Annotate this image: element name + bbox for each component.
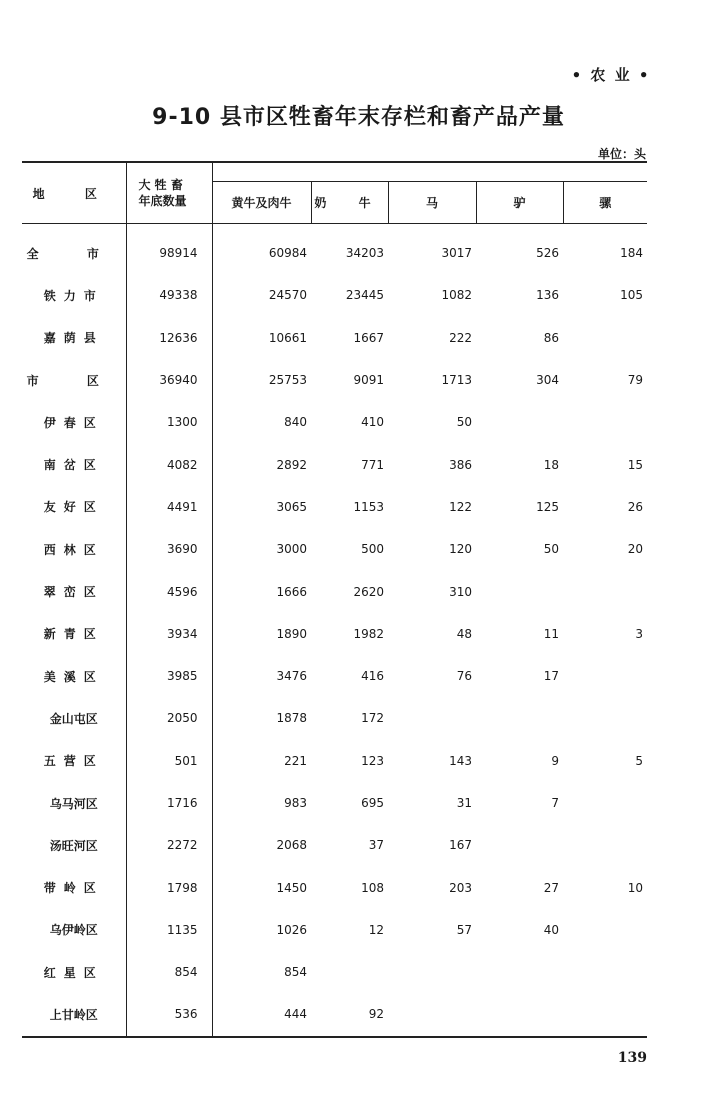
cell-total: 49338 xyxy=(126,274,212,316)
cell-beef: 3000 xyxy=(276,542,307,557)
cell-mule: 105 xyxy=(620,288,644,303)
section-tag: • 农 业 • xyxy=(571,66,651,84)
cell-mule: 15 xyxy=(627,457,644,472)
table-row xyxy=(22,401,647,443)
cell-total: 2050 xyxy=(126,697,212,739)
cell-total: 536 xyxy=(126,993,212,1036)
cell-total: 4082 xyxy=(126,443,212,485)
cell-beef: 1878 xyxy=(276,711,307,726)
cell-beef: 1026 xyxy=(276,922,307,937)
cell-dairy: 123 xyxy=(361,753,384,768)
table-row xyxy=(22,274,647,316)
cell-total: 1798 xyxy=(126,866,212,908)
cell-mule xyxy=(563,401,647,443)
cell-dairy: 34203 xyxy=(345,246,384,261)
header-total xyxy=(126,162,212,224)
cell-region: 乌伊岭区 xyxy=(22,909,126,951)
cell-donkey: 40 xyxy=(543,922,559,937)
table-row xyxy=(22,224,647,275)
page-title: 9-10 县市区牲畜年末存栏和畜产品产量 xyxy=(152,105,565,130)
cell-mule xyxy=(563,782,647,824)
cell-total: 1135 xyxy=(126,909,212,951)
cell-donkey: 18 xyxy=(543,457,559,472)
cell-horse: 386 xyxy=(449,457,472,472)
table-row xyxy=(22,317,647,359)
cell-horse: 57 xyxy=(456,922,472,937)
cell-donkey: 11 xyxy=(543,626,559,641)
header-horse: 马 xyxy=(388,182,476,224)
cell-region: 翠峦区 xyxy=(22,570,126,612)
cell-donkey xyxy=(476,570,563,612)
cell-horse: 310 xyxy=(449,584,472,599)
cell-donkey: 9 xyxy=(551,753,559,768)
cell-horse: 76 xyxy=(456,669,472,684)
cell-donkey xyxy=(476,697,563,739)
cell-dairy: 1153 xyxy=(353,499,384,514)
cell-beef: 444 xyxy=(212,993,311,1036)
cell-total: 4491 xyxy=(126,486,212,528)
cell-region: 乌马河区 xyxy=(22,782,126,824)
cell-region: 伊春区 xyxy=(22,401,126,443)
table-row xyxy=(22,570,647,612)
cell-region: 红星区 xyxy=(22,951,126,993)
cell-mule xyxy=(563,993,647,1036)
cell-total: 98914 xyxy=(126,224,212,275)
cell-dairy: 410 xyxy=(361,415,384,430)
cell-beef: 854 xyxy=(284,965,307,980)
cell-region: 汤旺河区 xyxy=(22,824,126,866)
cell-horse: 122 xyxy=(449,499,472,514)
cell-horse xyxy=(388,993,476,1036)
header-spacer xyxy=(212,162,647,182)
header-dairy: 奶 牛 xyxy=(311,182,388,224)
cell-dairy: 37 xyxy=(368,838,384,853)
cell-mule: 5 xyxy=(635,753,644,768)
header-region: 地 区 xyxy=(22,162,126,224)
cell-beef: 1890 xyxy=(276,626,307,641)
cell-dairy xyxy=(311,951,388,993)
livestock-table-container xyxy=(22,161,647,1038)
cell-beef: 2892 xyxy=(276,457,307,472)
header-total-line1: 大 牲 畜 xyxy=(138,178,183,192)
cell-mule xyxy=(563,697,647,739)
cell-beef: 3065 xyxy=(276,499,307,514)
table-row xyxy=(22,782,647,824)
cell-dairy: 1982 xyxy=(353,626,384,641)
cell-total: 1716 xyxy=(126,782,212,824)
cell-region: 嘉荫县 xyxy=(22,317,126,359)
table-row xyxy=(22,909,647,951)
table-row xyxy=(22,866,647,908)
cell-horse: 31 xyxy=(456,796,472,810)
cell-donkey: 86 xyxy=(543,330,559,345)
unit-label: 单位：头 xyxy=(597,147,646,161)
table-row xyxy=(22,528,647,570)
cell-mule: 184 xyxy=(620,246,644,261)
cell-dairy: 108 xyxy=(361,880,384,895)
cell-donkey: 7 xyxy=(551,796,559,810)
cell-region: 五营区 xyxy=(22,740,126,782)
cell-dairy: 1667 xyxy=(353,330,384,345)
cell-mule xyxy=(563,951,647,993)
cell-beef: 10661 xyxy=(268,330,307,345)
table-row xyxy=(22,486,647,528)
cell-horse xyxy=(388,951,476,993)
cell-mule xyxy=(563,909,647,951)
cell-dairy: 2620 xyxy=(353,584,384,599)
cell-horse: 167 xyxy=(449,838,472,853)
cell-mule: 20 xyxy=(627,542,644,557)
cell-dairy: 416 xyxy=(361,669,384,684)
cell-donkey: 526 xyxy=(536,246,559,261)
table-row xyxy=(22,951,647,993)
cell-horse: 1082 xyxy=(441,288,472,303)
cell-mule: 26 xyxy=(627,499,644,514)
cell-horse xyxy=(388,697,476,739)
cell-mule xyxy=(563,824,647,866)
table-row xyxy=(22,655,647,697)
cell-total: 501 xyxy=(126,740,212,782)
cell-region: 全 市 xyxy=(22,224,126,275)
cell-region: 上甘岭区 xyxy=(22,993,126,1036)
cell-horse: 1713 xyxy=(441,373,472,388)
cell-donkey xyxy=(476,824,563,866)
cell-dairy: 12 xyxy=(368,922,384,937)
cell-horse: 143 xyxy=(449,753,472,768)
cell-dairy: 500 xyxy=(361,542,384,557)
cell-region: 西林区 xyxy=(22,528,126,570)
cell-total: 854 xyxy=(126,951,212,993)
cell-region: 友好区 xyxy=(22,486,126,528)
cell-donkey: 50 xyxy=(543,542,559,557)
cell-horse: 203 xyxy=(449,880,472,895)
cell-total: 2272 xyxy=(126,824,212,866)
cell-region: 金山屯区 xyxy=(22,697,126,739)
cell-total: 12636 xyxy=(126,317,212,359)
cell-beef: 1666 xyxy=(276,584,307,599)
cell-dairy: 771 xyxy=(361,457,384,472)
cell-beef: 983 xyxy=(284,796,307,810)
cell-region: 南岔区 xyxy=(22,443,126,485)
cell-beef: 24570 xyxy=(268,288,307,303)
cell-dairy: 695 xyxy=(361,796,384,810)
table-row xyxy=(22,740,647,782)
cell-horse: 3017 xyxy=(441,246,472,261)
cell-horse: 222 xyxy=(449,330,472,345)
cell-beef: 3476 xyxy=(276,669,307,684)
cell-total: 3934 xyxy=(126,613,212,655)
cell-donkey: 136 xyxy=(536,288,559,303)
table-body xyxy=(22,224,647,1037)
table-row xyxy=(22,443,647,485)
cell-beef: 1450 xyxy=(276,880,307,895)
header-donkey: 驴 xyxy=(476,182,563,224)
cell-mule: 79 xyxy=(627,373,644,388)
cell-beef: 25753 xyxy=(268,373,307,388)
table-row xyxy=(22,613,647,655)
cell-total: 3690 xyxy=(126,528,212,570)
cell-mule xyxy=(563,317,647,359)
cell-region: 带岭区 xyxy=(22,866,126,908)
cell-beef: 221 xyxy=(284,753,307,768)
table-row xyxy=(22,993,647,1036)
cell-region: 市 区 xyxy=(22,359,126,401)
cell-region: 铁力市 xyxy=(22,274,126,316)
page-number: 139 xyxy=(617,1050,647,1066)
cell-beef: 840 xyxy=(284,415,307,430)
cell-total: 3985 xyxy=(126,655,212,697)
header-total-line2: 年底数量 xyxy=(138,194,187,208)
cell-donkey: 27 xyxy=(543,880,559,895)
header-beef: 黄牛及肉牛 xyxy=(212,182,311,224)
cell-donkey: 304 xyxy=(536,373,559,388)
cell-donkey: 17 xyxy=(543,669,559,684)
cell-donkey: 125 xyxy=(536,499,559,514)
cell-total: 4596 xyxy=(126,570,212,612)
cell-region: 美溪区 xyxy=(22,655,126,697)
table-row xyxy=(22,359,647,401)
cell-beef: 2068 xyxy=(276,838,307,853)
cell-horse: 48 xyxy=(456,626,472,641)
cell-donkey xyxy=(476,951,563,993)
cell-mule xyxy=(563,570,647,612)
cell-donkey xyxy=(476,401,563,443)
cell-dairy: 92 xyxy=(311,993,388,1036)
livestock-table xyxy=(22,161,647,1038)
cell-dairy: 23445 xyxy=(345,288,384,303)
cell-total: 36940 xyxy=(126,359,212,401)
table-row xyxy=(22,824,647,866)
header-mule: 骡 xyxy=(563,182,647,224)
cell-mule: 10 xyxy=(627,880,644,895)
cell-horse: 120 xyxy=(449,542,472,557)
cell-horse: 50 xyxy=(456,415,472,430)
cell-total: 1300 xyxy=(126,401,212,443)
table-row xyxy=(22,697,647,739)
cell-beef: 60984 xyxy=(268,246,307,261)
cell-mule: 3 xyxy=(635,626,644,641)
cell-region: 新青区 xyxy=(22,613,126,655)
cell-dairy: 9091 xyxy=(353,373,384,388)
cell-dairy: 172 xyxy=(361,711,384,726)
cell-donkey xyxy=(476,993,563,1036)
cell-mule xyxy=(563,655,647,697)
